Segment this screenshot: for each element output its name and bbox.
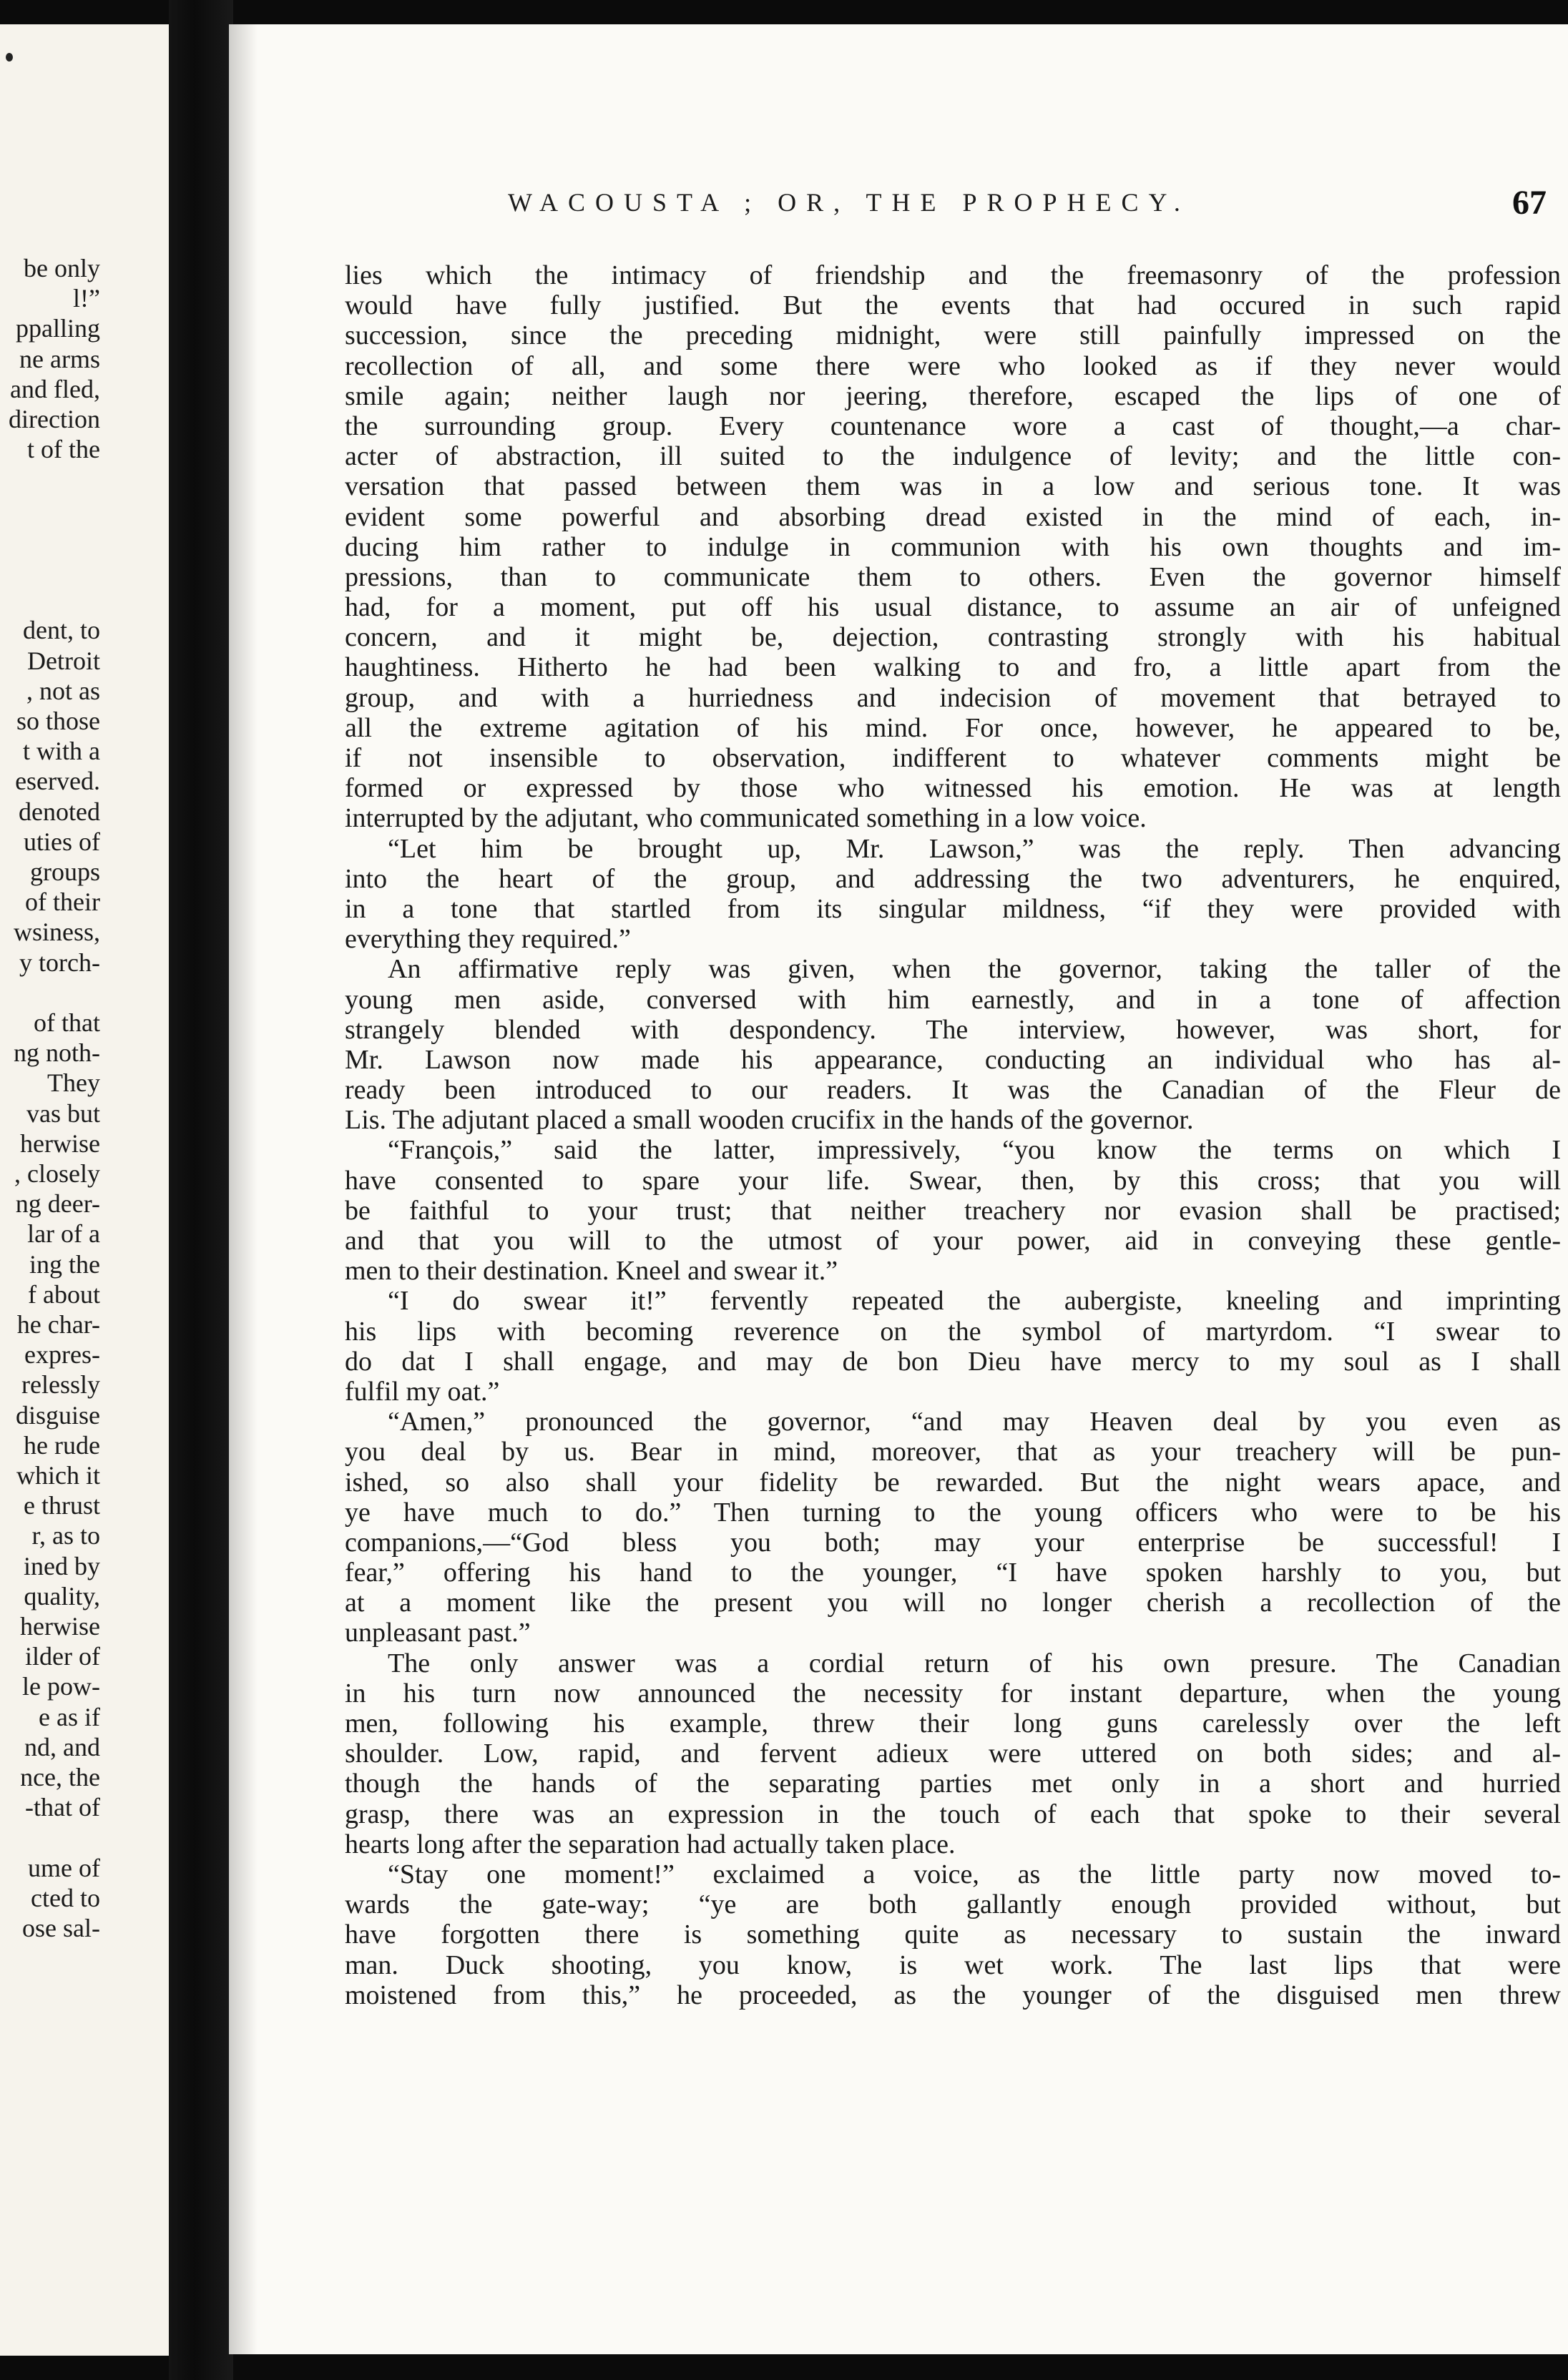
text-line: have forgotten there is something quite as necessary to sustain the inward — [345, 1919, 1561, 1950]
text-line: lies which the intimacy of friendship and the freemasonry of the profession — [345, 260, 1561, 290]
facing-page-fragment: l!” — [73, 284, 100, 313]
facing-page-fragment: uties of — [24, 827, 100, 856]
facing-page-fragment: he rude — [24, 1430, 100, 1460]
facing-page-fragment: ng noth- — [14, 1038, 100, 1068]
text-line: companions,—“God bless you both; may your enterprise be successful! I — [345, 1527, 1561, 1558]
text-line: men, following his example, threw their long guns carelessly over the left — [345, 1708, 1561, 1739]
facing-page-fragment: ined by — [24, 1551, 100, 1580]
text-line: acter of abstraction, ill suited to the indulgence of levity; and the little con- — [345, 441, 1561, 472]
text-line: An affirmative reply was given, when the governor, taking the taller of the — [388, 954, 1561, 985]
text-line: had, for a moment, put off his usual distance, to assume an air of unfeigned — [345, 592, 1561, 623]
text-line: moistened from this,” he proceeded, as the younger of the disguised men threw — [345, 1980, 1561, 2010]
facing-page-fragment: e as if — [39, 1702, 100, 1731]
text-line: strangely blended with despondency. The interview, however, was short, for — [345, 1014, 1561, 1045]
body-text — [345, 260, 1561, 2010]
page-header — [508, 183, 1552, 233]
text-line: grasp, there was an expression in the touch of each that spoke to their several — [345, 1799, 1561, 1829]
text-line: “François,” said the latter, impressively, “you know the terms on which I — [388, 1135, 1561, 1166]
text-line: men to their destination. Kneel and swear it.” — [345, 1256, 838, 1287]
facing-page-fragment: and fled, — [10, 374, 100, 403]
text-line: hearts long after the separation had actually taken place. — [345, 1829, 956, 1859]
page-number: 67 — [1512, 184, 1547, 222]
facing-page-fragment: -that of — [25, 1793, 100, 1822]
text-line: would have fully justified. But the events that had occured in such rapid — [345, 290, 1561, 321]
facing-page-fragment: which it — [16, 1461, 100, 1490]
text-line: “Stay one moment!” exclaimed a voice, as the little party now moved to- — [388, 1859, 1561, 1889]
text-line: in a tone that startled from its singular mildness, “if they were provided with — [345, 893, 1561, 924]
facing-page-fragment: expres- — [24, 1340, 100, 1370]
text-line: evident some powerful and absorbing dread existed in the mind of each, in- — [345, 501, 1561, 532]
facing-page-fragment: nd, and — [24, 1732, 100, 1761]
facing-page-fragment: f about — [28, 1279, 100, 1309]
facing-page-fragment: wsiness, — [13, 918, 100, 947]
facing-page-fragment: r, as to — [31, 1521, 100, 1550]
facing-page-fragment: of that — [34, 1008, 100, 1037]
text-line: unpleasant past.” — [345, 1618, 531, 1648]
facing-page-fragment: he char- — [16, 1310, 100, 1339]
text-line: “Amen,” pronounced the governor, “and may Heaven deal by you even as — [388, 1407, 1561, 1437]
text-line: smile again; neither laugh nor jeering, therefore, escaped the lips of one of — [345, 380, 1561, 411]
facing-page-fragment: relessly — [21, 1370, 100, 1400]
text-line: the surrounding group. Every countenance wore a cast of thought,—a char- — [345, 410, 1561, 441]
text-line: into the heart of the group, and addressing the two adventurers, he enquired, — [345, 863, 1561, 894]
facing-page-fragment: ing the — [29, 1249, 100, 1279]
facing-page-fragment: herwise — [20, 1128, 100, 1158]
text-line: ye have much to do.” Then turning to the young officers who were to be his — [345, 1497, 1561, 1528]
facing-page-fragment: direction — [9, 405, 100, 433]
text-line: his lips with becoming reverence on the symbol of martyrdom. “I swear to — [345, 1316, 1561, 1347]
text-line: The only answer was a cordial return of his own presure. The Canadian — [388, 1648, 1561, 1678]
facing-page-fragment: t with a — [23, 737, 100, 766]
facing-page-fragment: t of the — [27, 435, 100, 464]
text-line: be faithful to your trust; that neither treachery nor evasion shall be practised; — [345, 1195, 1561, 1226]
facing-page-fragment: ppalling — [16, 314, 100, 343]
facing-page-fragment: eserved. — [15, 767, 100, 796]
text-line: “Let him be brought up, Mr. Lawson,” was the reply. Then advancing — [388, 833, 1561, 864]
text-line: shoulder. Low, rapid, and fervent adieux were uttered on both sides; and al- — [345, 1739, 1561, 1769]
facing-page-fragment: disguise — [15, 1400, 100, 1430]
text-line: at a moment like the present you will no longer cherish a recollection of the — [345, 1588, 1561, 1618]
ink-speck — [6, 53, 13, 62]
text-line: wards the gate-way; “ye are both gallantly enough provided without, but — [345, 1889, 1561, 1920]
book-page — [229, 24, 1568, 2354]
facing-page-fragment: ume of — [28, 1853, 100, 1882]
text-line: interrupted by the adjutant, who communicated something in a low voice. — [345, 803, 1147, 834]
text-line: formed or expressed by those who witnessed his emotion. He was at length — [345, 773, 1561, 804]
text-line: in his turn now announced the necessity for instant departure, when the young — [345, 1678, 1561, 1708]
facing-page-fragment: herwise — [20, 1612, 100, 1641]
facing-page-fragment: dent, to — [23, 616, 100, 645]
text-line: everything they required.” — [345, 924, 631, 955]
text-line: ducing him rather to indulge in communion with his own thoughts and im- — [345, 531, 1561, 562]
text-line: ready been introduced to our readers. It was the Canadian of the Fleur de — [345, 1075, 1561, 1106]
facing-page-fragment: e thrust — [24, 1491, 100, 1520]
facing-page-fragment: be only — [24, 254, 100, 282]
facing-page-fragment: They — [47, 1068, 100, 1098]
text-line: “I do swear it!” fervently repeated the aubergiste, kneeling and imprinting — [388, 1286, 1561, 1317]
text-line: group, and with a hurriedness and indecision of movement that betrayed to — [345, 682, 1561, 713]
text-line: recollection of all, and some there were who looked as if they never would — [345, 350, 1561, 381]
text-line: ished, so also shall your fidelity be rewarded. But the night wears apace, and — [345, 1467, 1561, 1498]
text-line: Lis. The adjutant placed a small wooden crucifix in the hands of the governor. — [345, 1105, 1194, 1136]
text-line: though the hands of the separating parties met only in a short and hurried — [345, 1769, 1561, 1799]
text-line: fulfil my oat.” — [345, 1376, 500, 1407]
facing-page-fragment: vas but — [26, 1098, 100, 1128]
text-line: pressions, than to communicate them to others. Even the governor himself — [345, 561, 1561, 592]
text-line: succession, since the preceding midnight, were still painfully impressed on the — [345, 320, 1561, 351]
facing-page-fragment: le pow- — [22, 1672, 100, 1701]
facing-page-fragment: quality, — [24, 1581, 100, 1611]
gutter-shadow — [169, 0, 233, 2380]
facing-page-fragment: ose sal- — [22, 1914, 100, 1942]
facing-page-fragment: , closely — [14, 1159, 100, 1188]
facing-page-fragment: denoted — [19, 797, 100, 826]
facing-page-fragment: of their — [25, 887, 100, 917]
text-line: young men aside, conversed with him earnestly, and in a tone of affection — [345, 984, 1561, 1015]
text-line: haughtiness. Hitherto he had been walking to and fro, a little apart from the — [345, 652, 1561, 683]
facing-page-fragment: lar of a — [27, 1219, 100, 1249]
text-line: concern, and it might be, dejection, contrasting strongly with his habitual — [345, 622, 1561, 653]
text-line: Mr. Lawson now made his appearance, conducting an individual who has al- — [345, 1044, 1561, 1075]
facing-page-fragment: , not as — [26, 676, 100, 705]
facing-page-fragment: ilder of — [25, 1642, 100, 1671]
facing-page-fragment: nce, the — [20, 1763, 100, 1791]
text-line: and that you will to the utmost of your power, aid in conveying these gentle- — [345, 1226, 1561, 1256]
facing-page-fragment: so those — [16, 707, 100, 735]
text-line: if not insensible to observation, indifferent to whatever comments might be — [345, 743, 1561, 773]
facing-page-fragment: cted to — [31, 1883, 100, 1912]
page-gutter-shading — [229, 24, 258, 2354]
text-line: versation that passed between them was in a low and serious tone. It was — [345, 471, 1561, 502]
facing-page-fragment: ne arms — [19, 344, 100, 373]
facing-page-edge — [0, 24, 179, 2356]
text-line: fear,” offering his hand to the younger, “I have spoken harshly to you, but — [345, 1558, 1561, 1588]
text-line: do dat I shall engage, and may de bon Dieu have mercy to my soul as I shall — [345, 1346, 1561, 1377]
text-line: have consented to spare your life. Swear, then, by this cross; that you will — [345, 1165, 1561, 1196]
text-line: all the extreme agitation of his mind. For once, however, he appeared to be, — [345, 712, 1561, 743]
text-line: man. Duck shooting, you know, is wet work. The last lips that were — [345, 1949, 1561, 1980]
facing-page-fragment: groups — [30, 857, 100, 886]
text-line: you deal by us. Bear in mind, moreover, that as your treachery will be pun- — [345, 1437, 1561, 1467]
running-head: WACOUSTA ; OR, THE PROPHECY. — [508, 188, 1190, 217]
facing-page-fragment: Detroit — [27, 646, 100, 675]
facing-page-fragment: y torch- — [19, 948, 100, 977]
facing-page-fragment: ng deer- — [15, 1189, 100, 1219]
